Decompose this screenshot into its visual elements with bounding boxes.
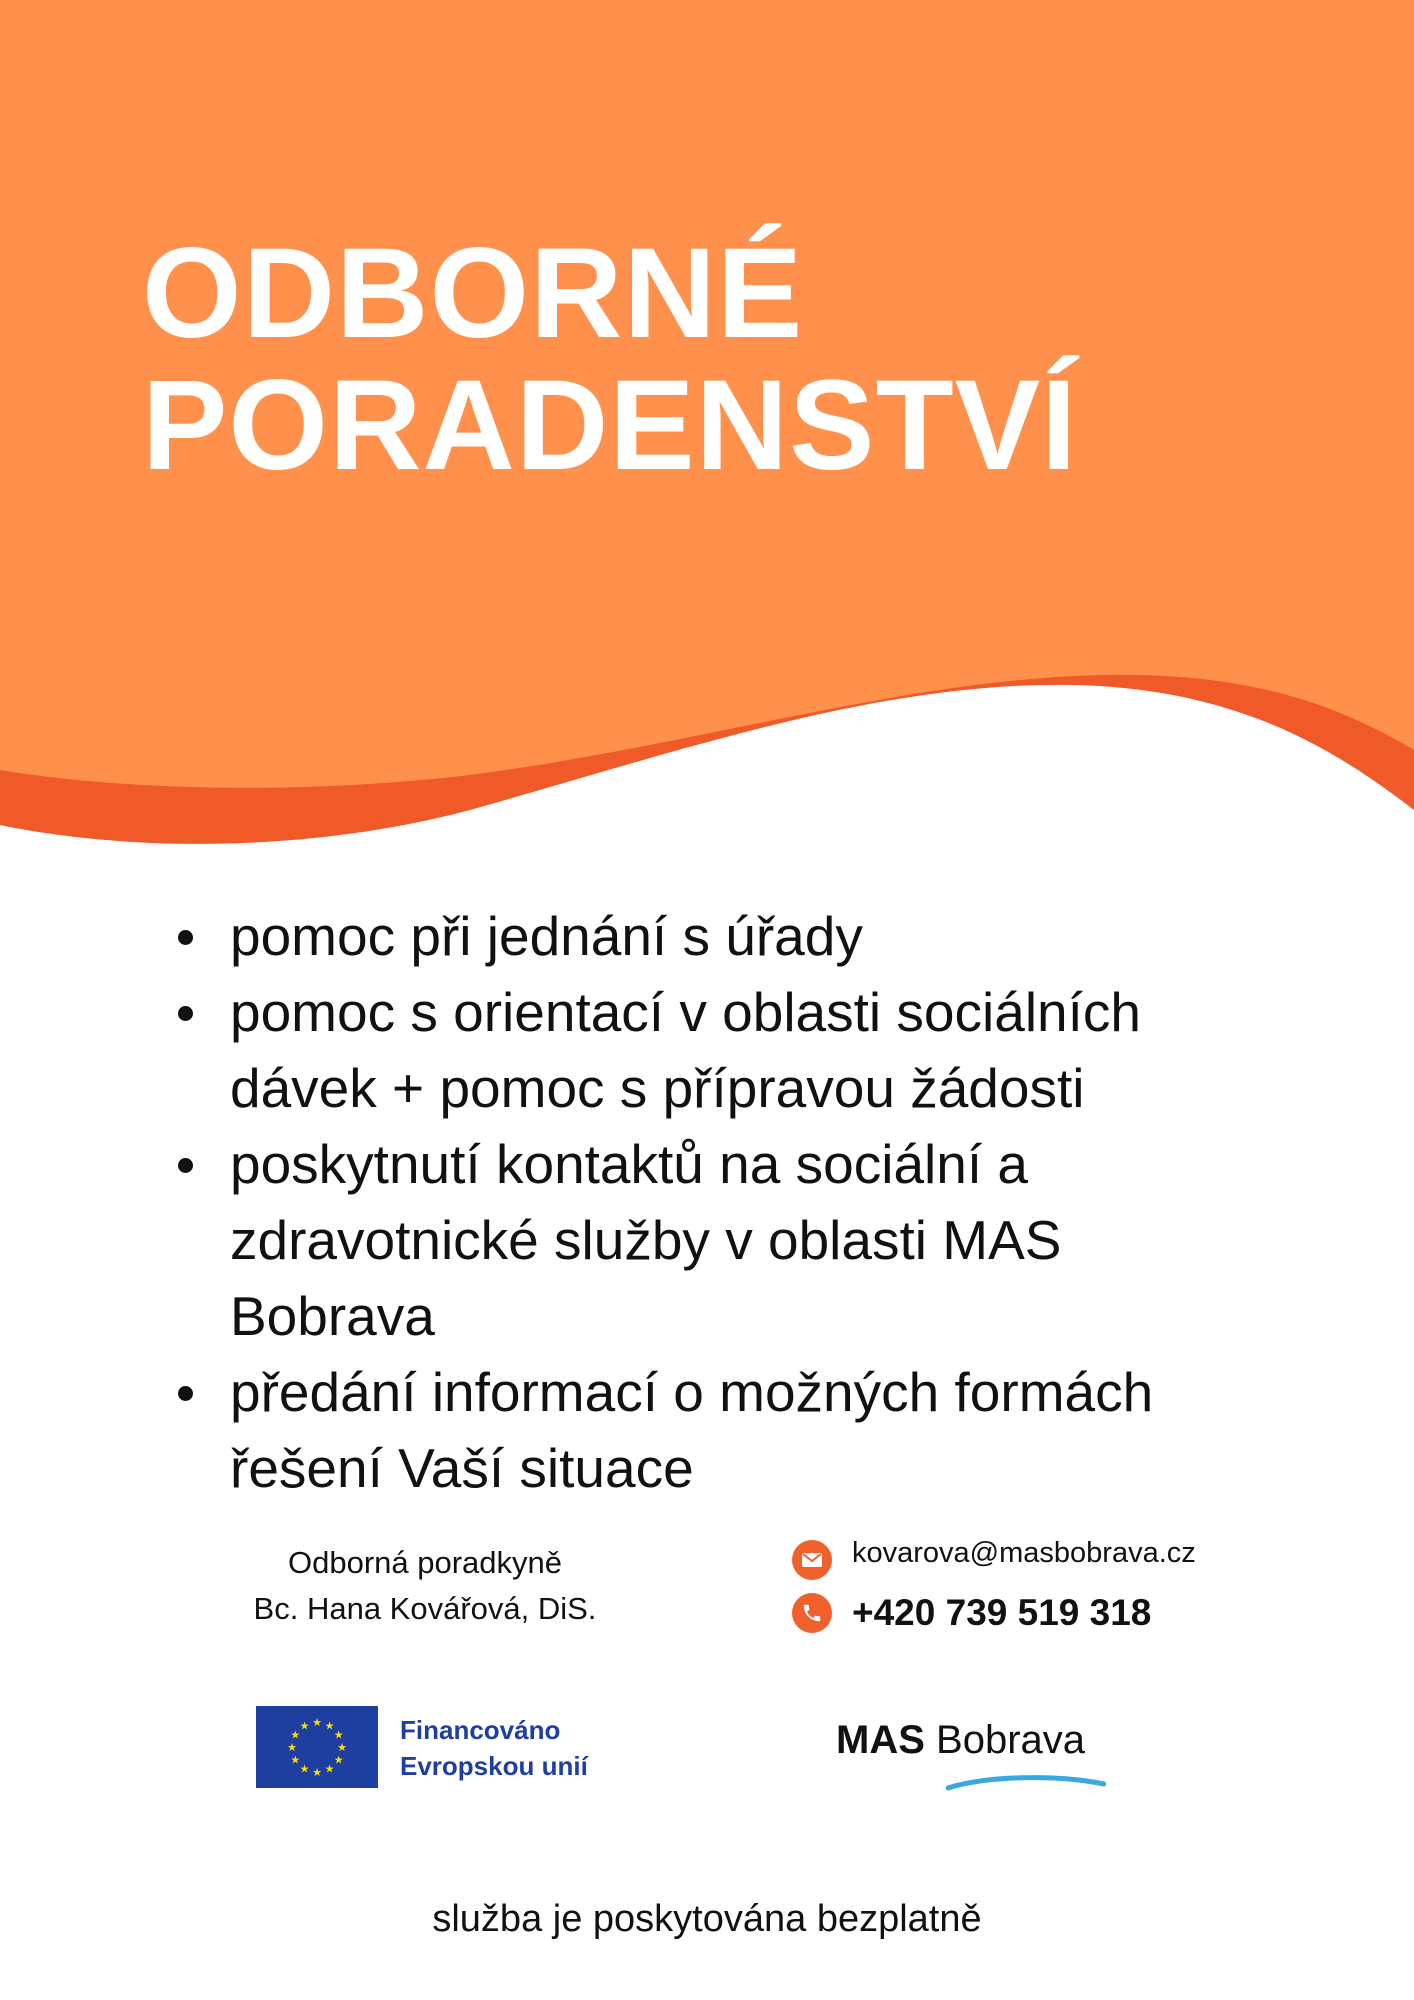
service-text: poskytnutí kontaktů na sociální a zdravotnické služby v oblasti MAS Bobrava [230, 1133, 1062, 1347]
eu-text-line-2: Evropskou unií [400, 1751, 588, 1781]
advisor-block [200, 1540, 650, 1632]
eu-star-icon: ★ [290, 1729, 301, 1742]
phone-contact [792, 1592, 1151, 1634]
services-list [178, 898, 1278, 1506]
eu-star-icon: ★ [299, 1720, 310, 1733]
eu-star-icon: ★ [324, 1720, 335, 1733]
phone-number[interactable]: +420 739 519 318 [852, 1592, 1152, 1633]
email-contact [792, 1536, 1196, 1580]
list-item [178, 1126, 1278, 1354]
mas-logo-text [836, 1718, 1085, 1763]
eu-star-icon: ★ [324, 1763, 335, 1776]
phone-icon [792, 1593, 832, 1633]
eu-star-icon: ★ [312, 1717, 322, 1729]
title-line-2: PORADENSTVÍ [142, 354, 1078, 497]
eu-star-icon: ★ [290, 1754, 301, 1767]
page-title [142, 222, 1078, 497]
list-item [178, 974, 1278, 1126]
mas-bobrava-logo [836, 1718, 1085, 1763]
wave-icon [946, 1772, 1106, 1792]
eu-star-icon: ★ [333, 1729, 344, 1742]
service-text: předání informací o možných formách řešení Vaší situace [230, 1361, 1154, 1499]
eu-flag-icon [256, 1706, 378, 1788]
eu-star-icon: ★ [312, 1767, 322, 1779]
eu-text-line-1: Financováno [400, 1715, 561, 1745]
service-text: pomoc při jednání s úřady [230, 905, 863, 967]
footer-note: služba je poskytována bezplatně [432, 1898, 982, 1940]
eu-star-icon: ★ [287, 1742, 297, 1754]
list-item [178, 898, 1278, 974]
mas-logo-bold: MAS [836, 1718, 925, 1762]
bullet-icon [178, 930, 193, 945]
mas-logo-light: Bobrava [936, 1718, 1085, 1762]
advisor-role: Odborná poradkyně [287, 1545, 563, 1580]
mail-icon [792, 1540, 832, 1580]
list-item [178, 1354, 1278, 1506]
bullet-icon [178, 1386, 193, 1401]
email-link[interactable]: kovarova@masbobrava.cz [852, 1536, 1196, 1569]
eu-star-icon: ★ [337, 1742, 347, 1754]
bullet-icon [178, 1158, 193, 1173]
title-line-1: ODBORNÉ [142, 222, 804, 365]
eu-funding-label [400, 1712, 588, 1784]
eu-star-icon: ★ [333, 1754, 344, 1767]
service-text: pomoc s orientací v oblasti sociálních dávek + pomoc s přípravou žádosti [230, 981, 1141, 1119]
eu-star-icon: ★ [299, 1763, 310, 1776]
bullet-icon [178, 1006, 193, 1021]
advisor-name: Bc. Hana Kovářová, DiS. [253, 1591, 597, 1626]
